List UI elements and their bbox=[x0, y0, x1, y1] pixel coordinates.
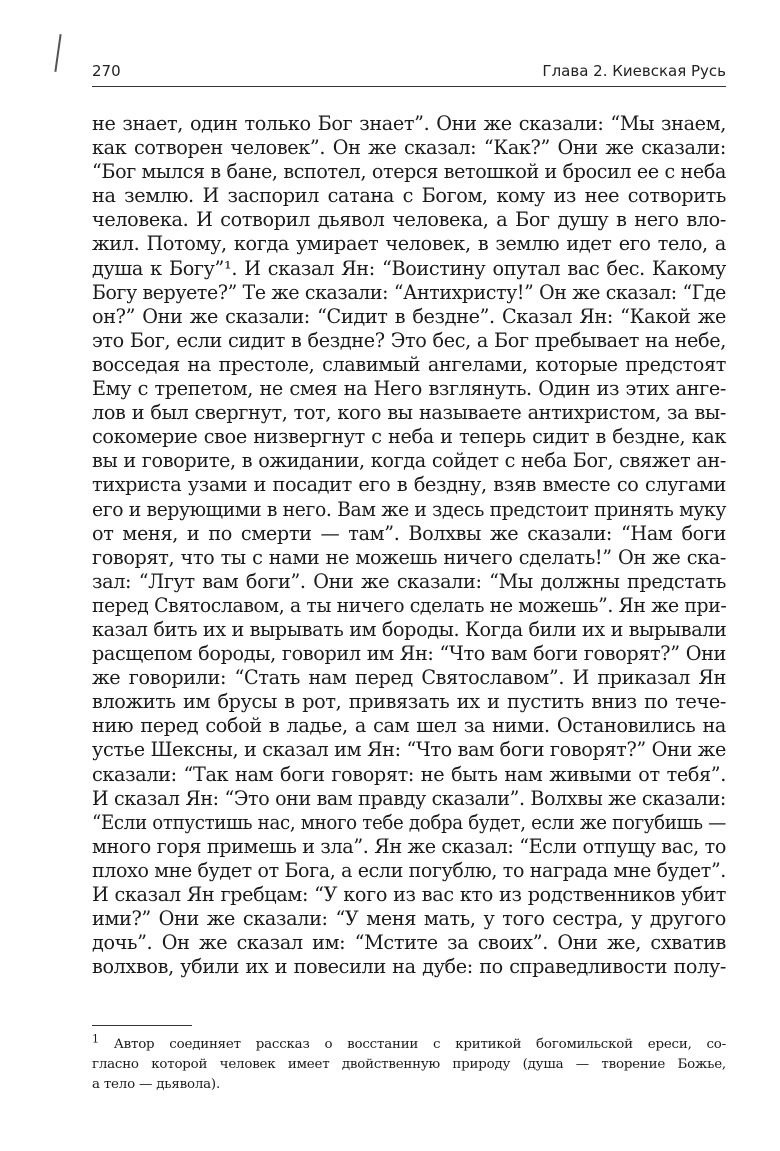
text-line: ими?” Они же сказали: “У меня мать, у того сестра, у другого bbox=[92, 907, 726, 931]
text-line: как сотворен человек”. Он же сказал: “Как?” Они же сказали: bbox=[92, 136, 726, 160]
text-line: вложить им брусы в рот, привязать их и пустить вниз по тече- bbox=[92, 690, 726, 714]
text-line: плохо мне будет от Бога, а если погублю, то награда мне будет”. bbox=[92, 858, 726, 882]
text-line: душа к Богу”¹. И сказал Ян: “Воистину опутал вас бес. Какому bbox=[92, 256, 726, 280]
text-line: жил. Потому, когда умирает человек, в землю идет его тело, а bbox=[92, 232, 726, 256]
text-line: на землю. И заспорил сатана с Богом, кому из нее сотворить bbox=[92, 184, 726, 208]
text-line: казал бить их и вырывать им бороды. Когда били их и вырывали bbox=[92, 617, 727, 641]
text-line: сказали: “Так нам боги говорят: не быть нам живыми от тебя”. bbox=[92, 762, 726, 786]
footnote-line: $^1$ Автор соединяет рассказ о восстании с критикой богомильской ереси, со- bbox=[92, 1032, 726, 1052]
text-line: он?” Они же сказали: “Сидит в бездне”. Сказал Ян: “Какой же bbox=[92, 304, 726, 328]
text-line: дочь”. Он же сказал им: “Мстите за своих”. Они же, схватив bbox=[92, 931, 726, 955]
text-line: нию перед собой в ладье, а сам шел за ними. Остановились на bbox=[92, 714, 726, 738]
text-line: “Если отпустишь нас, много тебе добра будет, если же погубишь — bbox=[92, 810, 726, 834]
text-line: “Бог мылся в бане, вспотел, отерся ветошкой и бросил ее с неба bbox=[92, 160, 726, 184]
text-line: человека. И сотворил дьявол человека, а Бог душу в него вло- bbox=[92, 208, 726, 232]
text-line: И сказал Ян: “Это они вам правду сказали”. Волхвы же сказали: bbox=[92, 786, 726, 810]
footnote bbox=[92, 1032, 726, 1095]
text-line: же говорили: “Стать нам перед Святославом”. И приказал Ян bbox=[92, 666, 726, 690]
text-line: Богу веруете?” Те же сказали: “Антихристу!” Он же сказал: “Где bbox=[92, 280, 726, 304]
text-line: восседая на престоле, славимый ангелами, которые предстоят bbox=[92, 352, 726, 376]
text-line: не знает, один только Бог знает”. Они же сказали: “Мы знаем, bbox=[92, 112, 726, 135]
page-number: 270 bbox=[92, 62, 121, 80]
margin-pencil-mark bbox=[54, 34, 61, 72]
text-line: Ему с трепетом, не смея на Него взглянуть. Один из этих анге- bbox=[92, 377, 726, 401]
text-line: вы и говорите, в ожидании, когда сойдет с неба Бог, свяжет ан- bbox=[92, 449, 726, 473]
text-line: тихриста узами и посадит его в бездну, взяв вместе со слугами bbox=[92, 473, 726, 497]
footnote-marker: 1 bbox=[92, 1032, 99, 1046]
text-line: от меня, и по смерти — там”. Волхвы же сказали: “Нам боги bbox=[92, 521, 726, 545]
header-rule bbox=[92, 86, 726, 87]
text-line: расщепом бороды, говорил им Ян: “Что вам боги говорят?” Они bbox=[92, 642, 726, 666]
text-line: перед Святославом, а ты ничего сделать не можешь”. Ян же при- bbox=[92, 593, 727, 617]
body-text bbox=[92, 112, 726, 979]
text-line: И сказал Ян гребцам: “У кого из вас кто из родственников убит bbox=[92, 883, 726, 906]
text-line: говорят, что ты с нами не можешь ничего сделать!” Он же ска- bbox=[92, 545, 726, 569]
text-line: зал: “Лгут вам боги”. Они же сказали: “Мы должны предстать bbox=[92, 569, 726, 593]
text-line: много горя примешь и зла”. Ян же сказал: “Если отпущу вас, то bbox=[92, 834, 727, 858]
text-line: это Бог, если сидит в бездне? Это бес, а Бог пребывает на небе, bbox=[92, 328, 726, 352]
footnote-line: а тело — дьявола). bbox=[92, 1077, 220, 1092]
text-line: его и верующими в него. Вам же и здесь предстоит принять муку bbox=[92, 497, 726, 521]
running-header bbox=[92, 62, 726, 80]
text-line: сокомерие свое низвергнут с неба и теперь сидит в бездне, как bbox=[92, 425, 726, 449]
text-line: устье Шексны, и сказал им Ян: “Что вам боги говорят?” Они же bbox=[92, 738, 726, 762]
chapter-title: Глава 2. Киевская Русь bbox=[542, 62, 726, 80]
footnote-rule bbox=[92, 1025, 192, 1026]
footnote-line: гласно которой человек имеет двойственную природу (душа — творение Божье, bbox=[92, 1057, 726, 1072]
text-line: лов и был свергнут, тот, кого вы называете антихристом, за вы- bbox=[92, 401, 726, 425]
text-line: волхвов, убили их и повесили на дубе: по справедливости полу- bbox=[92, 955, 726, 979]
